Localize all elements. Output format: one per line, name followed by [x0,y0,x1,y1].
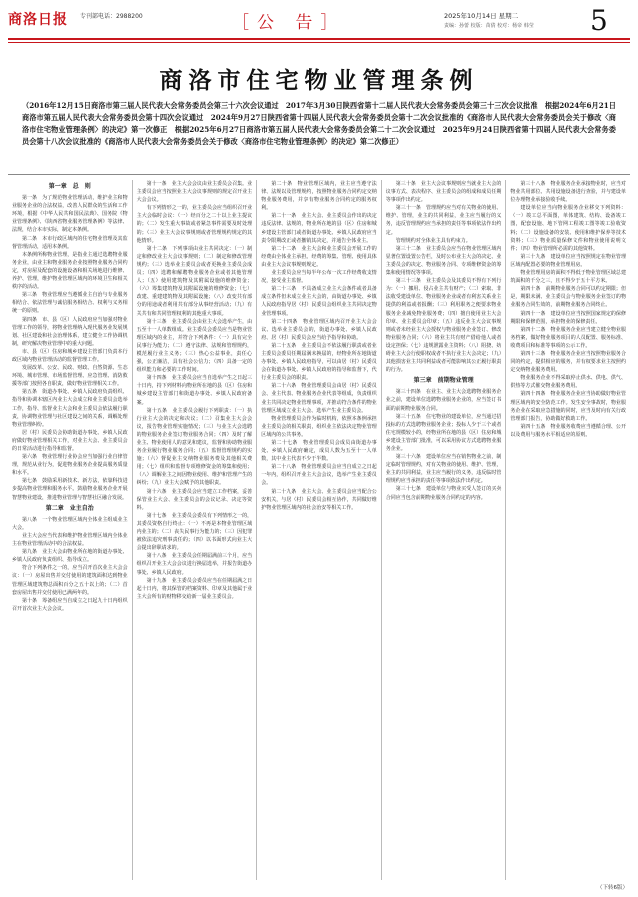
article-paragraph: 第八条 一个物业管理区域内全体业主组成业主大会。 [12,516,128,531]
article-paragraph: 第十八条 业主委员会任期届满前三个月，应当组织召开业主大会会议进行换届选举，并报告街道办事处、乡镇人民政府。 [136,553,253,576]
article-paragraph: 第三十条 业主大会议事规则应当就业主大会的议事方式、表决程序、业主委员会的组成和成员任期等事项作出约定。 [385,181,502,204]
article-paragraph: 第二十六条 物业管理委员会由居（村）民委员会、业主代表、物业服务企业代表等组成，负责组织业主共同决定物业管理事项，并推动符合条件的物业管理区域成立业主大会、选举产生业主委员会。 [261,383,377,414]
article-paragraph: 有下列情形之一的，业主委员会应当组织召开业主大会临时会议：（一）经百分之二十以上业主提议的；（二）发生重大事故或者紧急事件需要及时处理的；（三）业主大会议事规则或者管理规约规定的其他情形。 [136,205,253,244]
article-paragraph: 第三十五条 住宅物业的建设单位，应当通过招投标的方式选聘物业服务企业；投标人少于三个或者住宅规模较小的，经物业所在地的县（区）住房和城乡建设主管部门批准，可以采用协议方式选聘物业服务企业。 [385,413,502,452]
article-paragraph: 第四十一条 建设单位应当按照国家规定的保修期限和保修范围，承担物业的保修责任。 [510,310,626,325]
text-column [257,180,382,880]
article-paragraph: 业主委员会应当每半年公布一次工作经费收支情况，接受业主监督。 [261,270,377,285]
article-paragraph: 第十三条 业主委员会由业主大会选举产生，由五至十一人单数组成。业主委员会委员应当是物业管理区域内的业主，并符合下列条件：（一）具有完全民事行为能力；（二）遵守法律、法规和管理规约，模范履行业主义务；（三）热心公益事业，责任心强，公正廉洁，具有社会公信力；（四）具备一定的组织能力和必要的工作时间。 [136,318,253,374]
article-paragraph: 第三十九条 建设单位应当按照规定在物业管理区域内配置必要的物业管理用房。 [510,253,626,268]
article-preamble: （2016年12月15日商洛市第三届人民代表大会常务委员会第三十六次会议通过 2017年3月30日陕西省第十二届人民代表大会常务委员会第三十三次会议批准 根据2024年6月21日商洛市第五届人民代表大会常务委员会第十四次会议通过 2024年9月27日陕西省第十四届人民代表大会常务委员会第十二次会议批准的《商洛市人民代表大会常务委员会关于修改〈商洛市住宅物业管理条例〉的决定》第一次修正 根据2025年6月27日商洛市第五届人民代表大会常务委员会第二十二次会议通过 2025年9月24日陕西省第十四届人民代表大会常务委员会第十八次会议批准的《商洛市人民代表大会常务委员会关于修改〈商洛市住宅物业管理条例〉的决定》第二次修正） [22,101,616,146]
page-header [0,0,638,40]
preamble-divider [8,174,630,175]
article-paragraph: 第二十九条 业主大会、业主委员会应当配合公安机关，与居（村）民委员会相互协作，共同做好维护物业管理区域内的社会治安等相关工作。 [261,488,377,511]
text-column [133,180,258,880]
article-paragraph: 符合下列条件之一的，应当召开首次业主大会会议：（一）房屋出售并交付使用的建筑面积达到物业管理区域建筑物总面积百分之五十以上的；（二）首套房屋出售并交付使用已满两年的。 [12,565,128,596]
article-body-columns [8,180,630,880]
article-paragraph: 第二十条 物业管理区域内，业主应当遵守法律、法规以及管理规约，按照物业服务合同约定交纳物业服务费用，并享有物业服务合同约定的服务权利。 [261,181,377,212]
article-paragraph: 第二十二条 业主大会和业主委员会开展工作的经费由全体业主承担。经费的筹集、管理、使用具体由业主大会议事规则规定。 [261,245,377,268]
article-paragraph: 第二条 本市行政区域内的住宅物业管理及其监督管理活动，适用本条例。 [12,235,128,250]
article-paragraph: 第十五条 业主委员会履行下列职责：（一）执行业主大会的决定和决议；（二）召集业主大会会议，报告物业管理实施情况；（三）与业主大会选聘的物业服务企业签订物业服务合同；（四）及时了解业主、物业使用人的意见和建议，监督和协助物业服务企业履行物业服务合同；（五）监督管理规约的实施；（六）督促业主交纳物业服务费及其他相关费用；（七）组织和监督专项维修资金的筹集和使用；（八）调解业主之间因物业使用、维护和管理产生的纠纷；（九）业主大会赋予的其他职责。 [136,407,253,487]
article-paragraph: 第四十五条 物业服务收费应当遵循合理、公开以及费用与服务水平相适应的原则。 [510,423,626,438]
article-paragraph: 业主大会应当代表和维护物业管理区域内全体业主在物业管理活动中的合法权益。 [12,532,128,548]
article-paragraph: 第二十四条 物业管理区域内召开业主大会会议、选举业主委员会的，街道办事处、乡镇人民政府、居（村）民委员会应当给予指导和协助。 [261,318,377,341]
article-paragraph: 第一条 为了规范物业管理活动，维护业主和物业服务企业的合法权益，改善人民群众的生活和工作环境，根据《中华人民共和国民法典》、国务院《物业管理条例》、《陕西省物业服务管理条例》等法律、法规，结合本市实际，制定本条例。 [12,195,128,234]
continued-note: （下转6版） [597,885,628,891]
text-column [382,180,507,880]
article-paragraph: 第六条 物业管理行业协会应当加强行业自律管理，规范从业行为，促进物业服务企业提高服务质量和水平。 [12,454,128,477]
issue-date: 2025年10月14日 星期二 [444,12,519,20]
article-paragraph: 第三十一条 管理规约应当对有关物业的使用、维护、管理，业主的共同利益，业主应当履行的义务，违反管理规约应当承担的责任等事项依法作出约定。 [385,205,502,236]
header-rule-thin [8,42,630,43]
article-paragraph: 第三十七条 建设单位与物业买受人签订的买卖合同应当包含前期物业服务合同约定的内容。 [385,486,502,501]
article-paragraph: 第十七条 业主委员会委员有下列情形之一的，其委员资格自行终止：（一）不再是本物业管理区域内业主的；（二）丧失民事行为能力的；（三）因犯罪被依法追究刑事责任的；（四）以书面形式向业主大会提出辞职请求的。 [136,512,253,552]
article-paragraph: 第二十三条 不具备成立业主大会条件或者具备成立条件但未成立业主大会的，由街道办事处、乡镇人民政府指导居（村）民委员会组织业主共同决定物业管理事项。 [261,286,377,317]
article-paragraph: 第三十六条 建设单位应当在销售物业之前，制定临时管理规约，对有关物业的使用、维护、管理，业主的共同利益，业主应当履行的义务，违反临时管理规约应当承担的责任等事项依法作出约定。 [385,454,502,485]
article-paragraph: 物业服务企业不得采取停止供水、供电、供气、供热等方式催交物业服务费用。 [510,375,626,390]
newspaper-masthead: 商洛日报 [8,12,68,28]
article-paragraph: 第三十二条 业主委员会应当在物业管理区域内显著位置设置公告栏，及时公布业主大会的决定、业主委员会的决定、物业服务合同、专项维修资金的筹集和使用情况等事项。 [385,245,502,277]
article-paragraph: 第三十八条 物业服务企业承接物业时，应当对物业共用部位、共用设施设备进行查验，并与建设单位办理物业承接验收手续。 [510,181,626,204]
article-paragraph: 居（村）民委员会协助街道办事处、乡镇人民政府做好物业管理相关工作，对业主大会、业主委员会的日常活动进行指导和监督。 [12,429,128,452]
article-paragraph: 市、县（区）住房和城乡建设主管部门负责本行政区域内物业管理活动的监督管理工作。 [12,348,128,363]
article-paragraph: 第九条 业主大会由物业所在地的街道办事处、乡镇人民政府负责组织、指导成立。 [12,549,128,564]
section-label: ［公 告］ [232,13,346,33]
article-paragraph: 第四条 市、县（区）人民政府应当加强对物业管理工作的领导，将物业管理纳入现代服务业发展规划、社区建设和社会治理体系，建立健全工作协调机制，研究解决物业管理中的重大问题。 [12,316,128,347]
text-column [8,180,133,880]
article-paragraph: 第二十八条 物业管理委员会应当自成立之日起一年内，组织召开业主大会会议，选举产生业主委员会。 [261,464,377,487]
edition-info: 专刊部电话：2988200 [80,13,143,20]
article-paragraph: 第五条 街道办事处、乡镇人民政府负责组织、指导和协调本辖区内业主大会成立和业主委员会选举工作，指导、监督业主大会和业主委员会依法履行职责，协调物业管理与社区建设之间的关系，调解处理物业管理纠纷。 [12,389,128,428]
article-paragraph: 第二十一条 业主大会、业主委员会作出的决定违反法律、法规的，物业所在地的县（区）住房和城乡建设主管部门或者街道办事处、乡镇人民政府应当责令限期改正或者撤销其决定，并通告全体业主。 [261,213,377,244]
header-rule [8,38,630,40]
article-paragraph: 第二十七条 物业管理委员会成员由街道办事处、乡镇人民政府确定，成员人数为五至十一人单数，其中业主代表不少于半数。 [261,440,377,463]
article-paragraph: 管理规约对全体业主具有约束力。 [395,237,471,244]
article-title: 商洛市住宅物业管理条例 [159,68,479,94]
article-paragraph: 建设单位应当向物业服务企业移交下列资料：（一）竣工总平面图，单体建筑、结构、设备竣工图，配套设施、地下管网工程竣工图等竣工验收资料；（二）设施设备的安装、使用和维护保养等技术资料；（三）物业质量保修文件和物业使用说明文件；（四）物业管理所必需的其他资料。 [510,205,626,252]
article-paragraph: 物业管理委员会作为临时机构，依照本条例承担业主委员会的相关职责，组织业主依法决定物业管理区域内的公共事务。 [261,415,377,438]
page-number: 5 [590,4,608,37]
article-paragraph: 本条例所称物业管理，是指业主通过选聘物业服务企业，由业主和物业服务企业按照物业服务合同约定，对房屋及配套的设施设备和相关场地进行维修、养护、管理，维护物业管理区域内的环境卫生和相关秩序的活动。 [12,251,128,291]
article-paragraph: 第十条 筹备组应当自成立之日起九十日内组织召开首次业主大会会议。 [12,597,128,612]
article-paragraph: 第十二条 下列事项由业主共同决定：（一）制定和修改业主大会议事规则；（二）制定和修改管理规约；（三）选举业主委员会或者更换业主委员会成员；（四）选聘和解聘物业服务企业或者其他管理人；（五）使用建筑物及其附属设施的维修资金；（六）筹集建筑物及其附属设施的维修资金；（七）改建、重建建筑物及其附属设施；（八）改变共有部分的用途或者利用共有部分从事经营活动；（九）有关共有和共同管理权利的其他重大事项。 [136,245,253,317]
article-paragraph: 第四十四条 物业服务企业应当协助做好物业管理区域内的安全防范工作。发生安全事故时，物业服务企业在采取应急措施的同时，应当及时向有关行政管理部门报告，协助做好救助工作。 [510,391,626,422]
article-paragraph: 第十六条 业主委员会应当建立工作档案，妥善保管业主大会、业主委员会的会议记录、决定等资料。 [136,488,253,511]
article-paragraph: 第七条 鼓励采用新技术、新方法，依靠科技进步提高物业管理和服务水平。鼓励物业服务企业开展智慧物业建设，推进物业管理与智慧社区融合发展。 [12,478,128,501]
article-paragraph: 第三条 物业管理应当遵循业主自治与专业服务相结合、依法管理与诚信服务相结合、权利与义务相统一的原则。 [12,292,128,315]
article-paragraph: 第十九条 业主委员会委员应当在任期届满之日起十日内，将其保管的档案资料、印章及其他属于业主大会所有的财物移交给新一届业主委员会。 [136,577,253,600]
article-paragraph: 第十一条 业主大会会议由业主委员会召集。业主委员会应当按照业主大会议事规则的规定召开业主大会会议。 [136,181,253,204]
article-paragraph: 第三十三条 业主委员会及其委员不得有下列行为：（一）挪用、侵占业主共有财产；（二）索取、非法收受建设单位、物业服务企业或者有利害关系业主提供的利益或者报酬；（三）利用职务之便要求物业服务企业减免物业服务费；（四）擅自使用业主大会印章、业主委员会印章；（五）违反业主大会议事规则或者未经业主大会授权与物业服务企业签订、修改物业服务合同；（六）将业主共有财产借给他人或者设定担保；（七）违规泄露业主资料；（八）阻挠、妨碍业主大会行使职权或者不执行业主大会决定；（九）其他损害业主共同利益或者可能影响其公正履行职责的行为。 [385,278,502,374]
article-paragraph: 物业管理用房的面积不得低于物业管理区域总建筑面积的千分之三，且不得少于五十平方米。 [510,270,626,285]
text-column [506,180,630,880]
chapter-heading: 第二章 业主自治 [45,504,94,512]
article-paragraph: 第二十五条 业主委员会不依法履行职责或者业主委员会委员任期届满未换届的，经物业所在地街道办事处、乡镇人民政府指导，可以由居（村）民委员会在街道办事处、乡镇人民政府的指导和监督下，代行业主委员会的职责。 [261,342,377,382]
chapter-heading: 第三章 前期物业管理 [413,377,474,385]
article-paragraph: 第十四条 业主委员会应当自选举产生之日起三十日内，持下列材料向物业所在地的县（区）住房和城乡建设主管部门和街道办事处、乡镇人民政府备案。 [136,375,253,406]
chapter-heading: 第一章 总 则 [48,183,91,190]
article-paragraph: 第四十条 前期物业服务合同可以约定期限；但是，期限未满、业主委员会与物业服务企业签订的物业服务合同生效的，前期物业服务合同终止。 [510,286,626,309]
article-paragraph: 第三十四条 在业主、业主大会选聘物业服务企业之前，建设单位选聘物业服务企业的，应当签订书面的前期物业服务合同。 [385,389,502,412]
editor-credits: 责编：孙蕾 校版：苗倩 校对：杨帝 韩莹 [444,23,534,29]
article-paragraph: 第四十二条 物业服务企业应当建立健全物业服务档案，做好物业服务项目的人员配置、服务标准、收费项目和标准等事项的公示工作。 [510,326,626,349]
article-paragraph: 第四十三条 物业服务企业应当按照物业服务合同的约定，提供相应的服务，并有权要求业主按照约定交纳物业服务费用。 [510,350,626,374]
article-paragraph: 发展改革、公安、民政、财政、自然资源、生态环境、城市管理、市场监督管理、应急管理、消防救援等部门按照各自职责，做好物业管理相关工作。 [12,365,128,388]
